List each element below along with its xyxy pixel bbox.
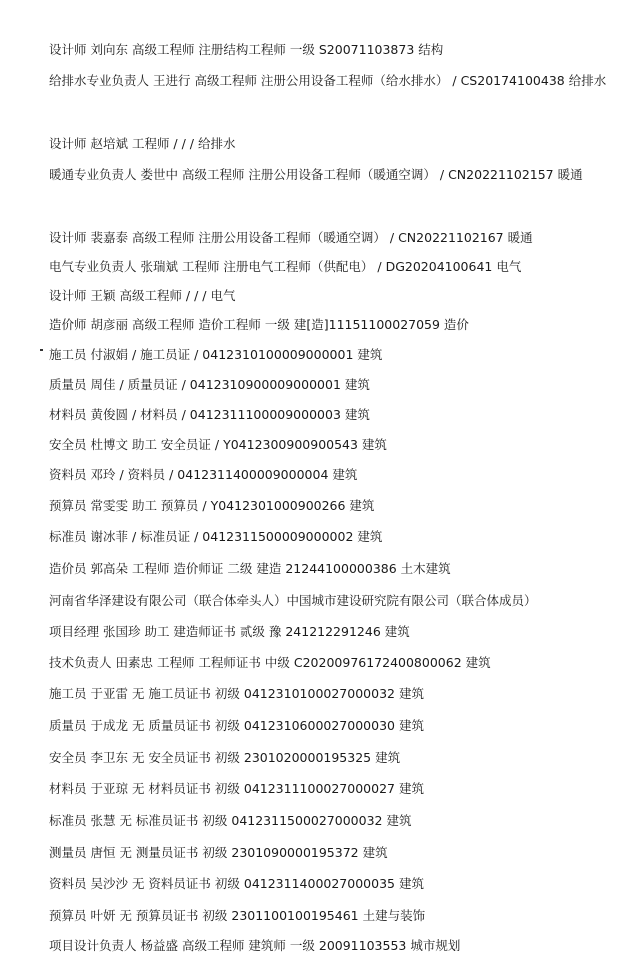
- text-line: 河南省华泽建设有限公司（联合体牵头人）中国城市建设研究院有限公司（联合体成员）: [49, 593, 537, 608]
- text-line: 预算员 常雯雯 助工 预算员 / Y0412301000900266 建筑: [49, 498, 375, 513]
- text-line: 资料员 邓玲 / 资料员 / 0412311400009000004 建筑: [49, 467, 358, 482]
- text-line: 资料员 吴沙沙 无 资料员证书 初级 0412311400027000035 建筑: [49, 876, 424, 891]
- text-line: 项目设计负责人 杨益盛 高级工程师 建筑师 一级 20091103553 城市规划: [49, 938, 461, 953]
- text-line: 质量员 于成龙 无 质量员证书 初级 0412310600027000030 建筑: [49, 718, 424, 733]
- stray-mark: [40, 349, 43, 351]
- text-line: 质量员 周佳 / 质量员证 / 0412310900009000001 建筑: [49, 377, 370, 392]
- text-line: 标准员 张慧 无 标准员证书 初级 0412311500027000032 建筑: [49, 813, 412, 828]
- text-line: 电气专业负责人 张瑞斌 工程师 注册电气工程师（供配电） / DG20204100641 电气: [49, 259, 522, 274]
- text-line: 设计师 裴嘉泰 高级工程师 注册公用设备工程师（暖通空调） / CN20221102167 暖通: [49, 230, 533, 245]
- text-line: 标准员 谢冰菲 / 标准员证 / 0412311500009000002 建筑: [49, 529, 383, 544]
- text-line: 造价师 胡彦丽 高级工程师 造价工程师 一级 建[造]11151100027059 造价: [49, 317, 469, 332]
- text-line: 暖通专业负责人 娄世中 高级工程师 注册公用设备工程师（暖通空调） / CN20221102157 暖通: [49, 167, 583, 182]
- text-line: 预算员 叶妍 无 预算员证书 初级 2301100100195461 土建与装饰: [49, 908, 426, 923]
- text-line: 技术负责人 田素忠 工程师 工程师证书 中级 C20200976172400800062 建筑: [49, 655, 491, 670]
- text-line: 设计师 赵培斌 工程师 / / / 给排水: [49, 136, 236, 151]
- text-line: 设计师 刘向东 高级工程师 注册结构工程师 一级 S20071103873 结构: [49, 42, 444, 57]
- text-line: 设计师 王颖 高级工程师 / / / 电气: [49, 288, 236, 303]
- text-line: 测量员 唐恒 无 测量员证书 初级 2301090000195372 建筑: [49, 845, 388, 860]
- text-line: 给排水专业负责人 王进行 高级工程师 注册公用设备工程师（给水排水） / CS20174100438 给排水: [49, 73, 607, 88]
- text-line: 材料员 于亚琼 无 材料员证书 初级 0412311100027000027 建筑: [49, 781, 424, 796]
- text-line: 安全员 李卫东 无 安全员证书 初级 2301020000195325 建筑: [49, 750, 401, 765]
- text-line: 安全员 杜博文 助工 安全员证 / Y0412300900900543 建筑: [49, 437, 387, 452]
- text-line: 材料员 黄俊圆 / 材料员 / 0412311100009000003 建筑: [49, 407, 370, 422]
- text-line: 造价员 郭高朵 工程师 造价师证 二级 建造 21244100000386 土木建筑: [49, 561, 451, 576]
- text-line: 施工员 于亚雷 无 施工员证书 初级 0412310100027000032 建筑: [49, 686, 424, 701]
- text-line: 项目经理 张国珍 助工 建造师证书 贰级 豫 241212291246 建筑: [49, 624, 410, 639]
- text-line: 施工员 付淑娟 / 施工员证 / 0412310100009000001 建筑: [49, 347, 383, 362]
